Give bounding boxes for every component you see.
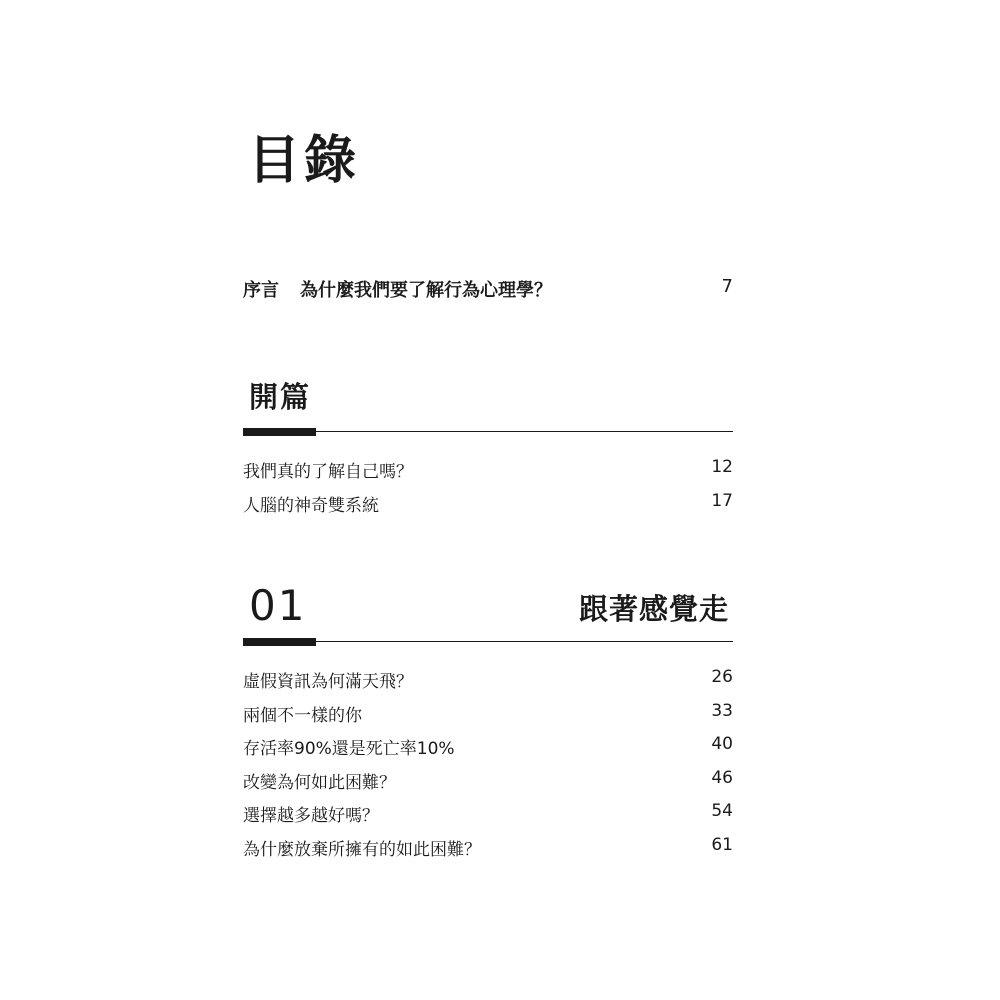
toc-entry-page: 61 [711, 834, 733, 855]
toc-entry-page: 33 [711, 700, 733, 721]
toc-entry[interactable] [243, 451, 733, 485]
toc-entry[interactable] [243, 762, 733, 796]
preface-title: 為什麼我們要了解行為心理學？ [300, 280, 552, 301]
toc-entry[interactable] [243, 695, 733, 729]
section-opening [243, 380, 733, 518]
chapter-number: 01 [249, 581, 307, 630]
toc-entry-title: 兩個不一樣的你 [243, 705, 362, 726]
toc-entry-title: 改變為何如此困難？ [243, 772, 396, 793]
toc-entry-page: 26 [711, 667, 733, 687]
preface-label: 序言 [243, 280, 279, 301]
toc-entry-page: 12 [711, 457, 733, 477]
section-title: 開篇 [249, 380, 312, 414]
toc-entry-title: 選擇越多越好嗎？ [243, 806, 379, 827]
preface-page-number: 7 [721, 276, 733, 297]
page-title: 目錄 [248, 130, 361, 191]
section-divider [243, 638, 733, 648]
divider-accent-bar [243, 428, 316, 436]
toc-entry-title: 虛假資訊為何滿天飛？ [243, 672, 413, 692]
toc-entry-page: 40 [711, 734, 733, 755]
toc-entry[interactable] [243, 795, 733, 829]
section-chapter-01 [243, 581, 733, 863]
section-divider [243, 428, 733, 438]
toc-entry[interactable] [243, 728, 733, 762]
toc-entry-page: 54 [711, 801, 733, 822]
divider-line [316, 641, 733, 642]
toc-list [243, 451, 733, 518]
divider-accent-bar [243, 638, 316, 646]
chapter-title: 跟著感覺走 [578, 592, 729, 626]
toc-entry-title: 為什麼放棄所擁有的如此困難？ [243, 839, 481, 860]
toc-entry-title: 人腦的神奇雙系統 [243, 495, 379, 516]
divider-line [316, 431, 733, 432]
toc-entry-title: 存活率90%還是死亡率10% [243, 739, 455, 760]
toc-entry-page: 17 [711, 490, 733, 511]
section-header [243, 380, 733, 428]
chapter-header [243, 581, 733, 638]
toc-entry[interactable] [243, 661, 733, 695]
toc-list [243, 661, 733, 863]
toc-entry[interactable] [243, 485, 733, 519]
toc-entry[interactable] [243, 829, 733, 863]
toc-entry-title: 我們真的了解自己嗎？ [243, 462, 413, 482]
preface-entry[interactable] [243, 276, 733, 302]
toc-entry-page: 46 [711, 767, 733, 788]
